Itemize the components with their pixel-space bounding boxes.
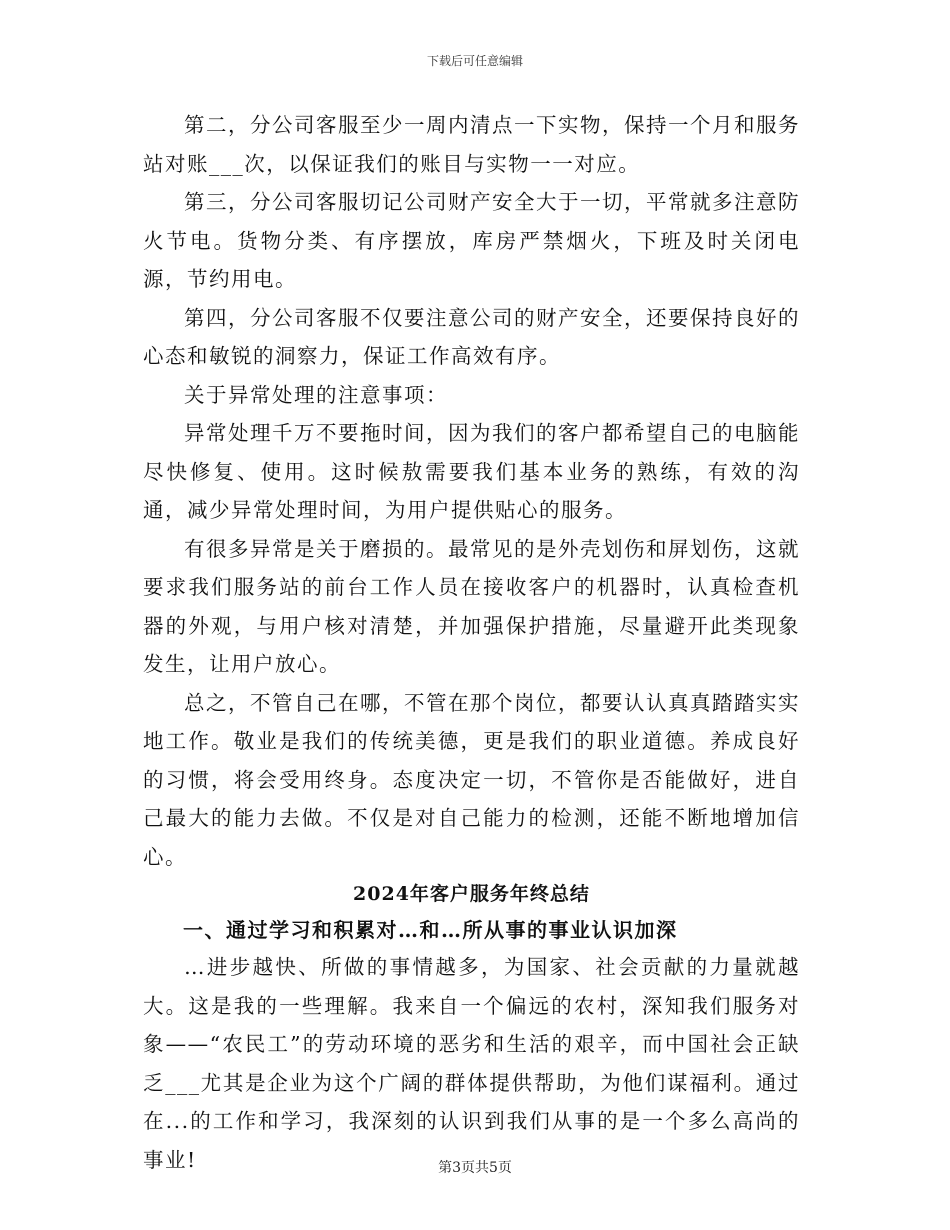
- paragraph-third-point: 第三，分公司客服切记公司财产安全大于一切，平常就多注意防火节电。货物分类、有序摆放，库房严禁烟火，下班及时关闭电源，节约用电。: [143, 190, 800, 291]
- paragraph-fourth-point: 第四，分公司客服不仅要注意公司的财产安全，还要保持良好的心态和敏锐的洞察力，保证工作高效有序。: [143, 305, 800, 368]
- section-title: 2024年客户服务年终总结: [353, 883, 590, 905]
- document-body: [143, 106, 800, 1179]
- section-subheading: 一、通过学习和积累对…和…所从事的事业认识加深: [183, 918, 678, 942]
- page-header: 下载后可任意编辑: [426, 54, 523, 68]
- paragraph-career-understanding: …进步越快、所做的事情越多，为国家、社会贡献的力量就越大。这是我的一些理解。我来自一个偏远的农村，深知我们服务对象——“农民工”的劳动环境的恶劣和生活的艰辛，而中国社会正缺乏___尤其是企业为这个广阔的群体提供帮助，为他们谋福利。通过在...的工作和学习，我深刻的认识到我们从事的是一个多么高尚的事业!: [143, 955, 800, 1172]
- paragraph-second-point: 第二，分公司客服至少一周内清点一下实物，保持一个月和服务站对账___次，以保证我们的账目与实物一一对应。: [143, 113, 800, 176]
- paragraph-exception-handling: 异常处理千万不要拖时间，因为我们的客户都希望自己的电脑能尽快修复、使用。这时候敖需要我们基本业务的熟练，有效的沟通，减少异常处理时间，为用户提供贴心的服务。: [143, 421, 800, 522]
- paragraph-wear-damage: 有很多异常是关于磨损的。最常见的是外壳划伤和屏划伤，这就要求我们服务站的前台工作人员在接收客户的机器时，认真检查机器的外观，与用户核对清楚，并加强保护措施，尽量避开此类现象发生，让用户放心。: [143, 536, 800, 676]
- paragraph-conclusion: 总之，不管自己在哪，不管在那个岗位，都要认认真真踏踏实实地工作。敬业是我们的传统美德，更是我们的职业道德。养成良好的习惯，将会受用终身。态度决定一切，不管你是否能做好，进自己最大的能力去做。不仅是对自己能力的检测，还能不断地增加信心。: [143, 690, 800, 869]
- paragraph-exception-heading: 关于异常处理的注意事项：: [184, 382, 448, 407]
- page-footer: 第3页共5页: [438, 1160, 512, 1176]
